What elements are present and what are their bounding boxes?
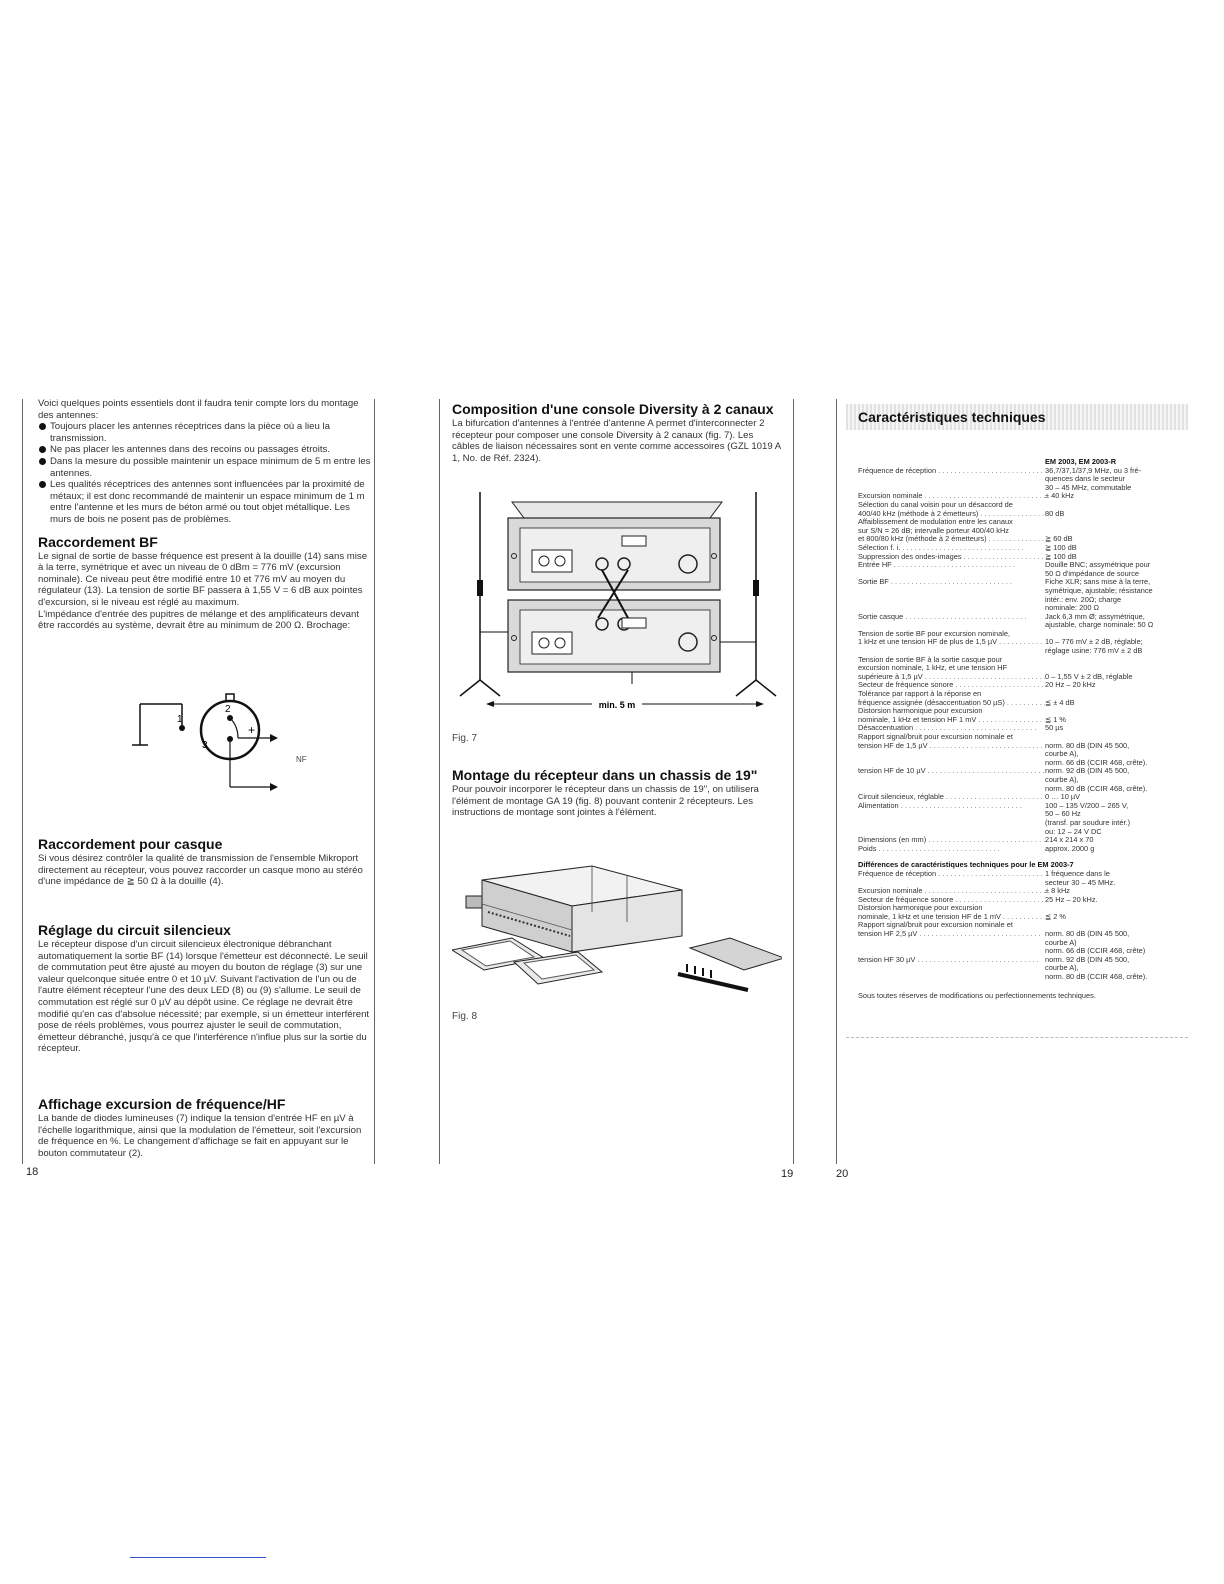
page-number-18: 18 <box>26 1166 39 1178</box>
spec-value: quences dans le secteur <box>1045 474 1126 484</box>
spec-value <box>1045 518 1188 527</box>
specs-diff <box>858 870 1188 982</box>
spec-row <box>858 896 1188 905</box>
spec-value <box>1045 501 1188 510</box>
spec-value: 36,7/37,1/37,9 MHz, ou 3 fré- <box>1045 465 1142 475</box>
spec-value: norm. 66 dB (CCIR 468, crête) <box>1045 946 1146 956</box>
spec-value: courbe A), <box>1045 774 1079 784</box>
bullet-item: Dans la mesure du possible maintenir un espace minimum de 5 m entre les antennes. <box>38 456 372 479</box>
spec-label <box>858 879 1045 888</box>
spec-label <box>858 621 1045 630</box>
spec-value: nominale: 200 Ω <box>1045 603 1100 613</box>
spec-row <box>858 699 1188 708</box>
spec-value: norm. 92 dB (DIN 45 500, <box>1045 954 1130 964</box>
page-number-19: 19 <box>781 1168 794 1180</box>
spec-label <box>858 570 1045 579</box>
spec-value: ≦ ± 4 dB <box>1045 697 1075 707</box>
bf-text-2: L'impédance d'entrée des pupitres de mélange et des amplificateurs devant être raccordés au système, devrait être au minimum de 200 Ω. Brochage: <box>38 608 359 632</box>
spec-row <box>858 484 1188 493</box>
spec-table <box>858 458 1188 1000</box>
fig8-caption: Fig. 8 <box>452 1011 478 1022</box>
diff-title: Différences de caractéristiques techniques pour le EM 2003-7 <box>858 860 1074 870</box>
spec-label: Poids . . . <box>858 845 1045 854</box>
section-title-montage: Montage du récepteur dans un chassis de 19" <box>452 767 758 783</box>
spec-row <box>858 544 1188 553</box>
spec-row <box>858 793 1188 802</box>
spec-row <box>858 716 1188 725</box>
spec-label: excursion nominale, 1 kHz, et une tension HF <box>858 664 1008 673</box>
spec-row <box>858 501 1188 510</box>
pin-label-1: 1 <box>177 714 183 725</box>
spec-row <box>858 596 1188 605</box>
spec-row <box>858 973 1188 982</box>
spec-value: norm. 80 dB (DIN 45 500, <box>1045 929 1130 939</box>
spec-label: Sélection du canal voisin pour un désaccord de <box>858 500 1013 509</box>
spec-row <box>858 647 1188 656</box>
spec-row <box>858 621 1188 630</box>
spec-value: 10 – 776 mV ± 2 dB, réglable; <box>1045 637 1143 647</box>
spec-value <box>1045 707 1188 716</box>
fig7-diversity-illustration <box>452 492 782 714</box>
spec-value: courbe A) <box>1045 937 1077 947</box>
spec-row <box>858 810 1188 819</box>
column-rule-4 <box>836 399 837 1164</box>
casque-text: Si vous désirez contrôler la qualité de transmission de l'ensemble Mikroport directement au récepteur, vous pouvez raccorder un casque mono au stéréo d'une impédance de ≧ 50 Ω à la douille (4). <box>38 853 363 888</box>
spec-label: tension HF de 10 µV . . . <box>858 767 1045 776</box>
spec-value: secteur 30 – 45 MHz. <box>1045 877 1116 887</box>
spec-value: 25 Hz – 20 kHz. <box>1045 894 1098 904</box>
spec-label: fréquence assignée (désaccentuation 50 µS) . . . <box>858 699 1045 708</box>
spec-label: nominale, 1 kHz et une tension HF de 1 mV . . . <box>858 913 1045 922</box>
spec-value: 0 … 10 µV <box>1045 792 1081 802</box>
column-rule-3 <box>793 399 794 1164</box>
spec-row <box>858 664 1188 673</box>
fig7-dimension-label: min. 5 m <box>598 700 636 710</box>
spec-value: ± 8 kHz <box>1045 886 1071 896</box>
spec-row <box>858 921 1188 930</box>
bullet-item: Ne pas placer les antennes dans des recoins ou passages étroits. <box>38 444 372 456</box>
spec-label: sur S/N = 26 dB; intervalle porteur 400/40 kHz <box>858 526 1009 535</box>
spec-label: Sortie casque . . . <box>858 613 1045 622</box>
spec-value: norm. 92 dB (DIN 45 500, <box>1045 766 1130 776</box>
spec-row <box>858 947 1188 956</box>
spec-label: Rapport signal/bruit pour excursion nominale et <box>858 733 1013 741</box>
spec-label <box>858 973 1045 982</box>
spec-label: Sortie BF . . . <box>858 578 1045 587</box>
spec-label: Fréquence de réception . . . <box>858 467 1045 476</box>
silencieux-section <box>38 922 372 1055</box>
model-header: EM 2003, EM 2003-R <box>1045 457 1117 466</box>
spec-label: nominale, 1 kHz et tension HF 1 mV . . . <box>858 716 1045 725</box>
spec-value: Douille BNC; assymétrique pour <box>1045 560 1151 570</box>
spec-row <box>858 904 1188 913</box>
spec-value: courbe A), <box>1045 749 1079 759</box>
spec-label <box>858 484 1045 493</box>
spec-value: symétrique, ajustable; résistance <box>1045 585 1153 595</box>
spec-label: supérieure à 1,5 µV . . . <box>858 673 1045 682</box>
spec-label <box>858 939 1045 948</box>
spec-value: (transf. par soudure intér.) <box>1045 817 1131 827</box>
spec-label: Excursion nominale . . . <box>858 887 1045 896</box>
page-title: Caractéristiques techniques <box>858 409 1046 425</box>
spec-value: norm. 80 dB (DIN 45 500, <box>1045 740 1130 750</box>
spec-row <box>858 879 1188 888</box>
spec-label <box>858 596 1045 605</box>
left-margin-rule <box>22 399 23 1164</box>
spec-label: Entrée HF . . . <box>858 561 1045 570</box>
montage-text: Pour pouvoir incorporer le récepteur dans un chassis de 19", on utilisera l'élément de montage GA 19 (fig. 8) pouvant contenir 2 récepteurs. Les instructions de montage sont jointes à l'élément. <box>452 784 759 819</box>
spec-label <box>858 647 1045 656</box>
spec-label <box>858 604 1045 613</box>
spec-row <box>858 870 1188 879</box>
spec-value: ≦ 1 % <box>1045 714 1066 724</box>
spec-row <box>858 527 1188 536</box>
spec-label: Fréquence de réception . . . <box>858 870 1045 879</box>
silencieux-text: Le récepteur dispose d'un circuit silencieux électronique débranchant automatiquement la sortie BF (14) lorsque l'émetteur est déconnecté. Le seuil de commutation peut être ajusté au moyen du bouton de réglage (3) sur une valeur quelconque située entre 0 et 10 µV. Suivant l'activation de l'un ou de l'autre élément récepteur l'une des deux LED (8) ou (9) s'allume. Le seuil de commutation est réglé sur 0 µV au dépôt usine. Ce réglage ne devrait être modifié qu'en cas d'absolue nécessité; par exemple, si un émetteur interférent pose de réels problèmes, vous pourrez ajuster le seuil de commutation, émetteur débranché, jusqu'à ce que l'interférence n'influe plus sur la sortie du récepteur. <box>38 939 370 1055</box>
spec-value: ≧ 100 dB <box>1045 551 1077 561</box>
left-page <box>38 398 372 632</box>
spec-row <box>858 759 1188 768</box>
spec-value: ≦ 2 % <box>1045 911 1066 921</box>
spec-label: Suppression des ondes-images . . . <box>858 553 1045 562</box>
section-title-affichage: Affichage excursion de fréquence/HF <box>38 1096 286 1112</box>
spec-value: ≧ 100 dB <box>1045 542 1077 552</box>
spec-value: 50 µs <box>1045 723 1064 733</box>
spec-label: tension HF de 1,5 µV . . . <box>858 742 1045 751</box>
spec-value: Fiche XLR; sans mise à la terre, <box>1045 577 1151 587</box>
section-title-diversity: Composition d'une console Diversity à 2 canaux <box>452 401 774 417</box>
spec-row <box>858 819 1188 828</box>
spec-value: 20 Hz – 20 kHz <box>1045 680 1096 690</box>
spec-label <box>858 587 1045 596</box>
spec-row <box>858 518 1188 527</box>
footnote-rule <box>846 1037 1188 1038</box>
spec-row <box>858 673 1188 682</box>
column-rule-2 <box>439 399 440 1164</box>
spec-value: Jack 6,3 mm Ø; assymétrique, <box>1045 611 1145 621</box>
spec-label: Affaiblissement de modulation entre les canaux <box>858 518 1013 527</box>
spec-row <box>858 956 1188 965</box>
spec-row <box>858 492 1188 501</box>
spec-label: Tolérance par rapport à la réponse en <box>858 690 982 699</box>
spec-row <box>858 913 1188 922</box>
section-title-silencieux: Réglage du circuit silencieux <box>38 922 231 938</box>
spec-label <box>858 785 1045 794</box>
spec-label: Alimentation . . . <box>858 802 1045 811</box>
bullet-item: Les qualités réceptrices des antennes sont influencées par la proximité de métaux; il est donc recommandé de maintenir un espace minimum de 1 m entre l'antenne et les murs de béton armé ou tout objet métallique. Les murs de bois ne posent pas de problèmes. <box>38 479 372 525</box>
spec-value: approx. 2000 g <box>1045 843 1095 853</box>
plus-label: + <box>248 723 256 737</box>
spec-row <box>858 510 1188 519</box>
spec-row <box>858 785 1188 794</box>
spec-value: 0 – 1,55 V ± 2 dB, réglable <box>1045 671 1133 681</box>
spec-label <box>858 776 1045 785</box>
bf-text-1: Le signal de sortie de basse fréquence est present à la douille (14) sans mise à la terre, symétrique et avec un niveau de 0 dBm = 776 mV (excursion nominale). Ce niveau peut être modifié entre 10 et 776 mV au moyen du régulateur (13). La tension de sortie BF passera à 1,55 V = 6 dB aux pointes d'excursion, si le niveau est réglé au maximum. <box>38 550 368 608</box>
column-rule-1 <box>374 399 375 1164</box>
spec-label <box>858 475 1045 484</box>
spec-value: ≧ 60 dB <box>1045 534 1073 544</box>
spec-label: 400/40 kHz (méthode à 2 émetteurs) . . . <box>858 510 1045 519</box>
spec-label <box>858 819 1045 828</box>
spec-value: réglage usine: 776 mV ± 2 dB <box>1045 646 1143 656</box>
affichage-section <box>38 1096 372 1159</box>
spec-value: norm. 80 dB (CCIR 468, crête). <box>1045 972 1148 982</box>
section-title-bf: Raccordement BF <box>38 533 158 550</box>
spec-value <box>1045 904 1188 913</box>
spec-value: 100 – 135 V/200 – 265 V, <box>1045 800 1129 810</box>
spec-value: courbe A), <box>1045 963 1079 973</box>
pin-label-3: 3 <box>202 740 208 751</box>
spec-label: Secteur de fréquence sonore . . . <box>858 681 1045 690</box>
spec-value: 214 x 214 x 70 <box>1045 835 1094 845</box>
spec-label <box>858 810 1045 819</box>
spec-row <box>858 656 1188 665</box>
spec-row <box>858 707 1188 716</box>
fig7-caption: Fig. 7 <box>452 733 478 744</box>
spec-value: ou: 12 – 24 V DC <box>1045 826 1102 836</box>
spec-row <box>858 690 1188 699</box>
spec-label: Sélection f. i. . . . <box>858 544 1045 553</box>
spec-row <box>858 733 1188 742</box>
intro-text: Voici quelques points essentiels dont il faudra tenir compte lors du montage des antennes: <box>38 398 359 421</box>
spec-label <box>858 750 1045 759</box>
spec-label <box>858 759 1045 768</box>
spec-row <box>858 475 1188 484</box>
cover-plate <box>690 938 782 970</box>
spec-label: tension HF 30 µV . . . <box>858 956 1045 965</box>
spec-value: 1 fréquence dans le <box>1045 868 1110 878</box>
specs-main <box>858 467 1188 854</box>
spec-row <box>858 802 1188 811</box>
spec-label: Distorsion harmonique pour excursion <box>858 707 983 716</box>
bullet-item: Toujours placer les antennes réceptrices dans la pièce où a lieu la transmission. <box>38 421 372 444</box>
spec-label <box>858 964 1045 973</box>
spec-row <box>858 742 1188 751</box>
spec-label: Excursion nominale . . . <box>858 492 1045 501</box>
spec-row <box>858 587 1188 596</box>
spec-value: ± 40 kHz <box>1045 491 1075 501</box>
xlr-pinout-diagram <box>130 690 330 800</box>
spec-label <box>858 828 1045 837</box>
spec-label: et 800/80 kHz (méthode à 2 émetteurs) . . . <box>858 535 1045 544</box>
spec-row <box>858 467 1188 476</box>
spec-row <box>858 724 1188 733</box>
spec-label: 1 kHz et une tension HF de plus de 1,5 µV . . . <box>858 638 1045 647</box>
spec-row <box>858 767 1188 776</box>
spec-label <box>858 947 1045 956</box>
spec-value: 80 dB <box>1045 508 1065 518</box>
spec-label: Rapport signal/bruit pour excursion nominale et <box>858 921 1013 930</box>
title-bar <box>846 404 1188 430</box>
spec-label: Distorsion harmonique pour excursion <box>858 904 983 913</box>
spec-value: ajustable, charge nominale: 50 Ω <box>1045 620 1154 630</box>
mounting-bar <box>678 974 748 990</box>
footnote: Sous toutes réserves de modifications ou perfectionnements techniques. <box>858 990 1096 1000</box>
spec-row <box>858 845 1188 854</box>
spec-row <box>858 930 1188 939</box>
nf-label: NF <box>296 755 307 764</box>
spec-label: Tension de sortie BF pour excursion nominale, <box>858 629 1010 638</box>
spec-value: 50 – 60 Hz <box>1045 809 1081 819</box>
spec-row <box>858 535 1188 544</box>
montage-section <box>452 767 782 819</box>
spec-value: norm. 80 dB (CCIR 468, crête). <box>1045 783 1148 793</box>
spec-value: norm. 66 dB (CCIR 468, crête). <box>1045 757 1148 767</box>
fig8-rack-illustration <box>452 860 782 1000</box>
diversity-text: La bifurcation d'antennes à l'entrée d'antenne A permet d'interconnecter 2 récepteur pour composer une console Diversity à 2 canaux (fig. 7). Les câbles de liaison nécessaires sont en vente comme accessoires (GZL 1019 A 1, No. de Réf. 2324). <box>452 418 781 464</box>
spec-value <box>1045 656 1188 665</box>
section-title-casque: Raccordement pour casque <box>38 836 223 852</box>
bottom-link-underline <box>130 1557 266 1558</box>
spec-label: Dimensions (en mm) . . . <box>858 836 1045 845</box>
pin-label-2: 2 <box>225 704 231 715</box>
spec-label: Circuit silencieux, réglable . . . <box>858 793 1045 802</box>
page-number-20: 20 <box>836 1168 849 1180</box>
spec-value: intér.: env. 20Ω; charge <box>1045 594 1122 604</box>
affichage-text: La bande de diodes lumineuses (7) indique la tension d'entrée HF en µV à l'échelle logarithmique, ainsi que la modulation de l'émetteur, soit l'excursion de fréquence en %. Le changement d'affichage se fait en appuyant sur le bouton commutateur (2). <box>38 1113 362 1159</box>
spec-value: 50 Ω d'impédance de source <box>1045 568 1140 578</box>
spec-label: Désaccentuation . . . <box>858 724 1045 733</box>
spec-label: tension HF 2,5 µV . . . <box>858 930 1045 939</box>
spec-value: 30 – 45 MHz, commutable <box>1045 482 1132 492</box>
spec-label: Tension de sortie BF à la sortie casque pour <box>858 655 1003 664</box>
spec-row <box>858 836 1188 845</box>
spec-row <box>858 681 1188 690</box>
casque-section <box>38 836 372 888</box>
spec-label: Secteur de fréquence sonore . . . <box>858 896 1045 905</box>
diversity-section <box>452 401 782 464</box>
spec-row <box>858 887 1188 896</box>
spec-row <box>858 828 1188 837</box>
